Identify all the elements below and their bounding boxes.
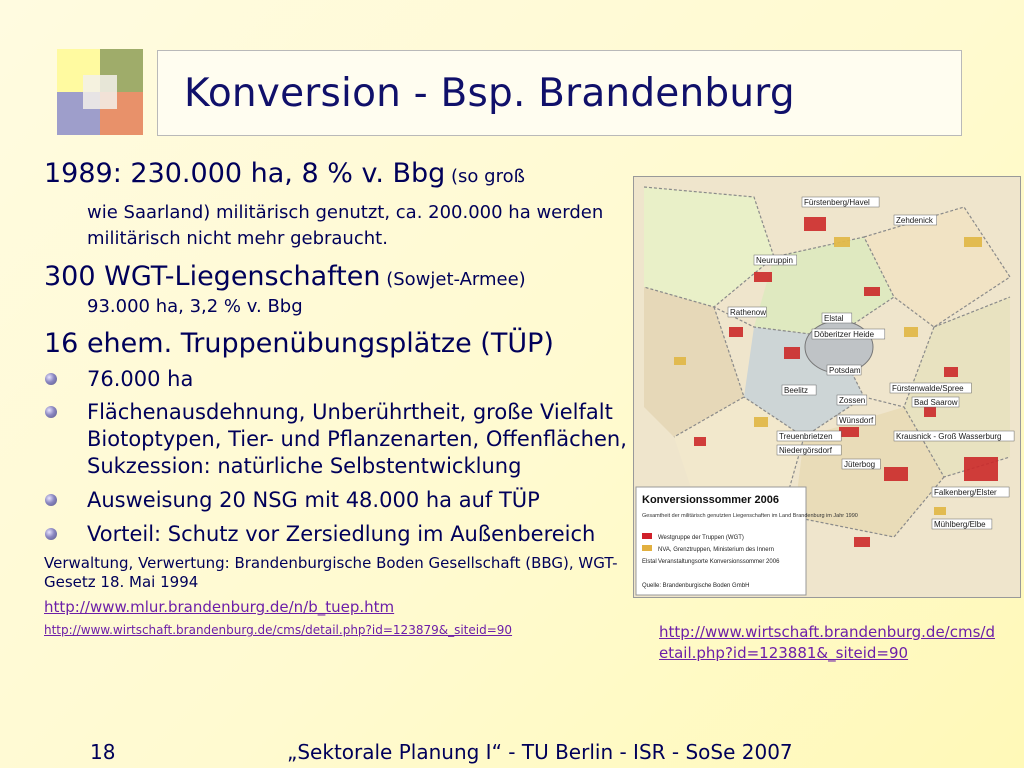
map-town-label: Jüterbog [844,460,876,469]
legend-source: Quelle: Brandenburgische Boden GmbH [642,583,750,589]
point-wgt-sub: 93.000 ha, 3,2 % v. Bbg [87,296,303,317]
map-town-label: Krausnick - Groß Wasserburg [896,432,1002,441]
legend-estal: Elstal [642,559,657,565]
map-town-label: Fürstenberg/Havel [804,198,870,207]
point-wgt [44,261,634,296]
map-town-label: Treuenbrietzen [779,432,833,441]
bullet-icon [45,528,57,540]
bullet-item: Flächenausdehnung, Unberührtheit, große Vielfalt Biotoptypen, Tier- und Pflanzenarten, Offenflächen, Sukzession: natürliche Selbstentwicklung [44,399,634,480]
map-town-label: Falkenberg/Elster [934,488,997,497]
map-town-label: Wünsdorf [839,416,874,425]
map-town-label: Elstal [824,314,844,323]
title-box [157,50,962,136]
bullet-icon [45,373,57,385]
point-1989 [44,158,634,193]
point-tuep: 16 ehem. Truppenübungsplätze (TÜP) [44,328,554,359]
conversion-map [633,176,1021,598]
map-town-label: Beelitz [784,386,809,395]
bullet-item: Vorteil: Schutz vor Zersiedlung im Außenbereich [44,521,634,548]
page-number: 18 [90,740,116,764]
legend-swatch-nva [642,545,652,551]
slide-logo [57,49,143,135]
footer-text: „Sektorale Planung I“ - TU Berlin - ISR - SoSe 2007 [287,740,793,764]
map-town-label: Zehdenick [896,216,933,225]
map-town-label: Döberitzer Heide [814,330,875,339]
map-town-label: Fürstenwalde/Spree [892,384,964,393]
bullet-icon [45,406,57,418]
admin-note: Verwaltung, Verwertung: Brandenburgische Boden Gesellschaft (BBG), WGT-Gesetz 18. Mai 1994 [44,554,618,591]
slide-content [44,158,634,638]
link-mlur[interactable]: http://www.mlur.brandenburg.de/n/b_tuep.htm [44,598,395,616]
map-town-label: Mühlberg/Elbe [934,520,986,529]
legend-item-venues: Veranstaltungsorte Konversionssommer 2006 [658,559,780,565]
map-source-link[interactable]: http://www.wirtschaft.brandenburg.de/cms/detail.php?id=123881&_siteid=90 [659,623,995,662]
map-town-label: Zossen [839,396,866,405]
map-legend-title: Konversionssommer 2006 [642,494,779,506]
point-1989-sub: wie Saarland) militärisch genutzt, ca. 200.000 ha werden militärisch nicht mehr gebraucht. [87,202,604,249]
map-graphic [634,177,1020,597]
map-legend-desc: Gesamtheit der militärisch genutzten Liegenschaften im Land Brandenburg im Jahr 1990 [642,513,858,519]
map-town-label: Potsdam [829,366,861,375]
legend-item-wgt: Westgruppe der Truppen (WGT) [658,535,744,541]
map-town-label: Neuruppin [756,256,793,265]
bullet-list [44,366,634,548]
legend-item-nva: NVA, Grenztruppen, Ministerium des Innern [658,547,774,553]
point-1989-main: 1989: 230.000 ha, 8 % v. Bbg [44,158,446,189]
point-1989-small: (so groß [445,166,525,187]
bullet-item: Ausweisung 20 NSG mit 48.000 ha auf TÜP [44,487,634,514]
link-wirtschaft[interactable]: http://www.wirtschaft.brandenburg.de/cms/detail.php?id=123879&_siteid=90 [44,623,513,637]
map-town-label: Niedergörsdorf [779,446,832,455]
point-wgt-small: (Sowjet-Armee) [380,269,526,290]
legend-swatch-wgt [642,533,652,539]
bullet-icon [45,494,57,506]
slide-title: Konversion - Bsp. Brandenburg [184,71,795,116]
map-link-container [659,622,999,664]
bullet-item: 76.000 ha [44,366,634,393]
point-wgt-main: 300 WGT-Liegenschaften [44,261,381,292]
map-town-label: Bad Saarow [914,398,958,407]
map-town-label: Rathenow [730,308,767,317]
